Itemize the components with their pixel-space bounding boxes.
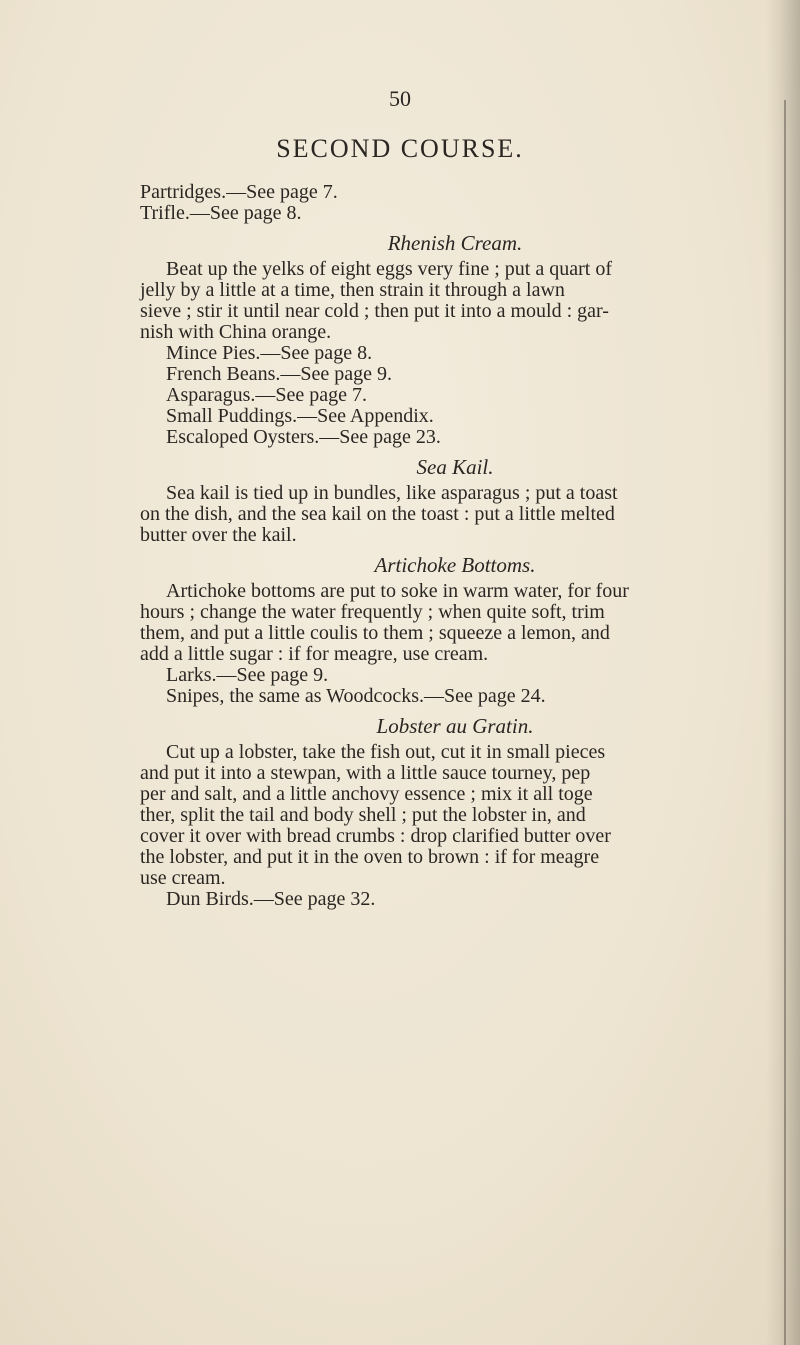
running-head: SECOND COURSE. — [276, 134, 524, 163]
text-line: butter over the kail. — [140, 524, 297, 546]
text-line: per and salt, and a little anchovy essence ; mix it all toge — [140, 783, 593, 805]
cross-reference-line: Dun Birds.—See page 32. — [166, 888, 376, 910]
text-line: jelly by a little at a time, then strain it through a lawn — [140, 279, 565, 301]
text-line: cover it over with bread crumbs : drop clarified butter over — [140, 825, 611, 847]
text-line: ther, split the tail and body shell ; put the lobster in, and — [140, 804, 586, 826]
text-line: Sea kail is tied up in bundles, like asparagus ; put a toast — [166, 482, 618, 504]
text-line: use cream. — [140, 867, 226, 889]
recipe-heading: Artichoke Bottoms. — [374, 553, 536, 577]
cross-reference-line: Asparagus.—See page 7. — [166, 384, 368, 406]
cross-reference-line: Escaloped Oysters.—See page 23. — [166, 426, 441, 448]
text-line: Cut up a lobster, take the fish out, cut it in small pieces — [166, 741, 606, 763]
text-line: Beat up the yelks of eight eggs very fine ; put a quart of — [166, 258, 612, 280]
cross-reference-line: Trifle.—See page 8. — [140, 202, 302, 224]
recipe-paragraph — [140, 581, 770, 665]
text-line: add a little sugar : if for meagre, use cream. — [140, 643, 489, 665]
text-line: them, and put a little coulis to them ; squeeze a lemon, and — [140, 622, 610, 644]
text-line: sieve ; stir it until near cold ; then put it into a mould : gar- — [140, 300, 609, 322]
page-edge-line — [784, 100, 786, 1345]
recipe-heading: Sea Kail. — [416, 455, 494, 479]
recipe-paragraph — [140, 259, 770, 343]
text-line: the lobster, and put it in the oven to brown : if for meagre — [140, 846, 600, 868]
recipe-paragraph — [140, 742, 770, 889]
cross-reference-line: French Beans.—See page 9. — [166, 363, 393, 385]
cross-reference-line: Larks.—See page 9. — [166, 664, 329, 686]
page-edge-shadow — [766, 0, 800, 1345]
cross-reference-line: Mince Pies.—See page 8. — [166, 342, 373, 364]
text-line: nish with China orange. — [140, 321, 332, 343]
text-line: hours ; change the water frequently ; when quite soft, trim — [140, 601, 605, 623]
recipe-paragraph — [140, 483, 770, 546]
page-number: 50 — [389, 86, 411, 111]
cross-reference-line: Small Puddings.—See Appendix. — [166, 405, 434, 427]
cross-reference-line: Snipes, the same as Woodcocks.—See page 24. — [166, 685, 546, 707]
body-text — [140, 182, 770, 910]
recipe-heading: Lobster au Gratin. — [376, 714, 534, 738]
cross-reference-line: Partridges.—See page 7. — [140, 181, 338, 203]
text-line: on the dish, and the sea kail on the toast : put a little melted — [140, 503, 615, 525]
text-line: and put it into a stewpan, with a little sauce tourney, pep — [140, 762, 591, 784]
text-line: Artichoke bottoms are put to soke in warm water, for four — [166, 580, 629, 602]
recipe-heading: Rhenish Cream. — [387, 231, 523, 255]
